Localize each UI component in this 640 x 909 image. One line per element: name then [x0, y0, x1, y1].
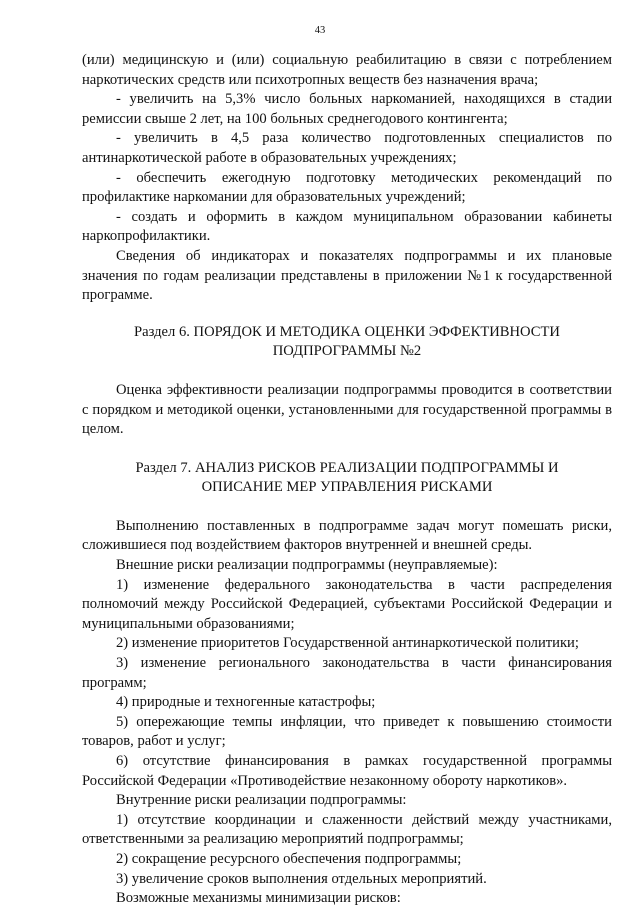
section-7-heading — [82, 459, 612, 498]
list-item: 5) опережающие темпы инфляции, что приведет к повышению стоимости товаров, работ и услуг; — [82, 713, 612, 750]
section-6-heading — [82, 323, 612, 362]
paragraph: - увеличить в 4,5 раза количество подготовленных специалистов по антинаркотической работе в образовательных учреждениях; — [82, 130, 612, 166]
paragraph: Оценка эффективности реализации подпрограммы проводится в соответствии с порядком и методикой оценки, установленными для государственной программы в целом. — [82, 381, 612, 438]
paragraph: Выполнению поставленных в подпрограмме задач могут помешать риски, сложившиеся под воздействием факторов внутренней и внешней среды. — [82, 517, 612, 554]
list-item: 1) отсутствие координации и слаженности действий между участниками, ответственными за реализацию мероприятий подпрограммы; — [82, 811, 612, 848]
list-item: 2) изменение приоритетов Государственной антинаркотической политики; — [116, 635, 579, 652]
page-number: 43 — [314, 25, 326, 36]
paragraph: (или) медицинскую и (или) социальную реабилитацию в связи с потреблением наркотических средств или психотропных веществ без назначения врача; — [82, 52, 612, 88]
section-heading-line: ПОДПРОГРАММЫ №2 — [272, 343, 422, 360]
list-item: 3) увеличение сроков выполнения отдельных мероприятий. — [116, 870, 487, 887]
list-item: 3) изменение регионального законодательства в части финансирования программ; — [82, 655, 612, 691]
section-heading-line: Раздел 7. АНАЛИЗ РИСКОВ РЕАЛИЗАЦИИ ПОДПРОГРАММЫ И — [135, 459, 559, 476]
paragraph: Внутренние риски реализации подпрограммы: — [116, 792, 407, 809]
paragraph: Возможные механизмы минимизации рисков: — [116, 890, 401, 907]
list-item: 4) природные и техногенные катастрофы; — [116, 694, 376, 711]
paragraph: Сведения об индикаторах и показателях подпрограммы и их плановые значения по годам реализации представлены в приложении №1 к государственной программе. — [82, 247, 612, 304]
section-heading-line: ОПИСАНИЕ МЕР УПРАВЛЕНИЯ РИСКАМИ — [201, 479, 493, 496]
page-content — [82, 51, 612, 909]
section-heading-line: Раздел 6. ПОРЯДОК И МЕТОДИКА ОЦЕНКИ ЭФФЕКТИВНОСТИ — [134, 323, 560, 340]
list-item: 1) изменение федерального законодательства в части распределения полномочий между Российской Федерацией, субъектами Российской Федерации и муниципальными образованиями; — [82, 576, 612, 632]
paragraph: - обеспечить ежегодную подготовку методических рекомендаций по профилактике наркомании для образовательных учреждений; — [82, 169, 612, 206]
paragraph: - создать и оформить в каждом муниципальном образовании кабинеты наркопрофилактики. — [82, 208, 612, 245]
paragraph: Внешние риски реализации подпрограммы (неуправляемые): — [116, 557, 498, 574]
list-item: 2) сокращение ресурсного обеспечения подпрограммы; — [116, 850, 462, 867]
list-item: 6) отсутствие финансирования в рамках государственной программы Российской Федерации «Противодействие незаконному обороту наркотиков». — [82, 753, 612, 789]
paragraph: - увеличить на 5,3% число больных наркоманией, находящихся в стадии ремиссии свыше 2 лет, на 100 больных среднегодового контингента; — [82, 91, 612, 127]
